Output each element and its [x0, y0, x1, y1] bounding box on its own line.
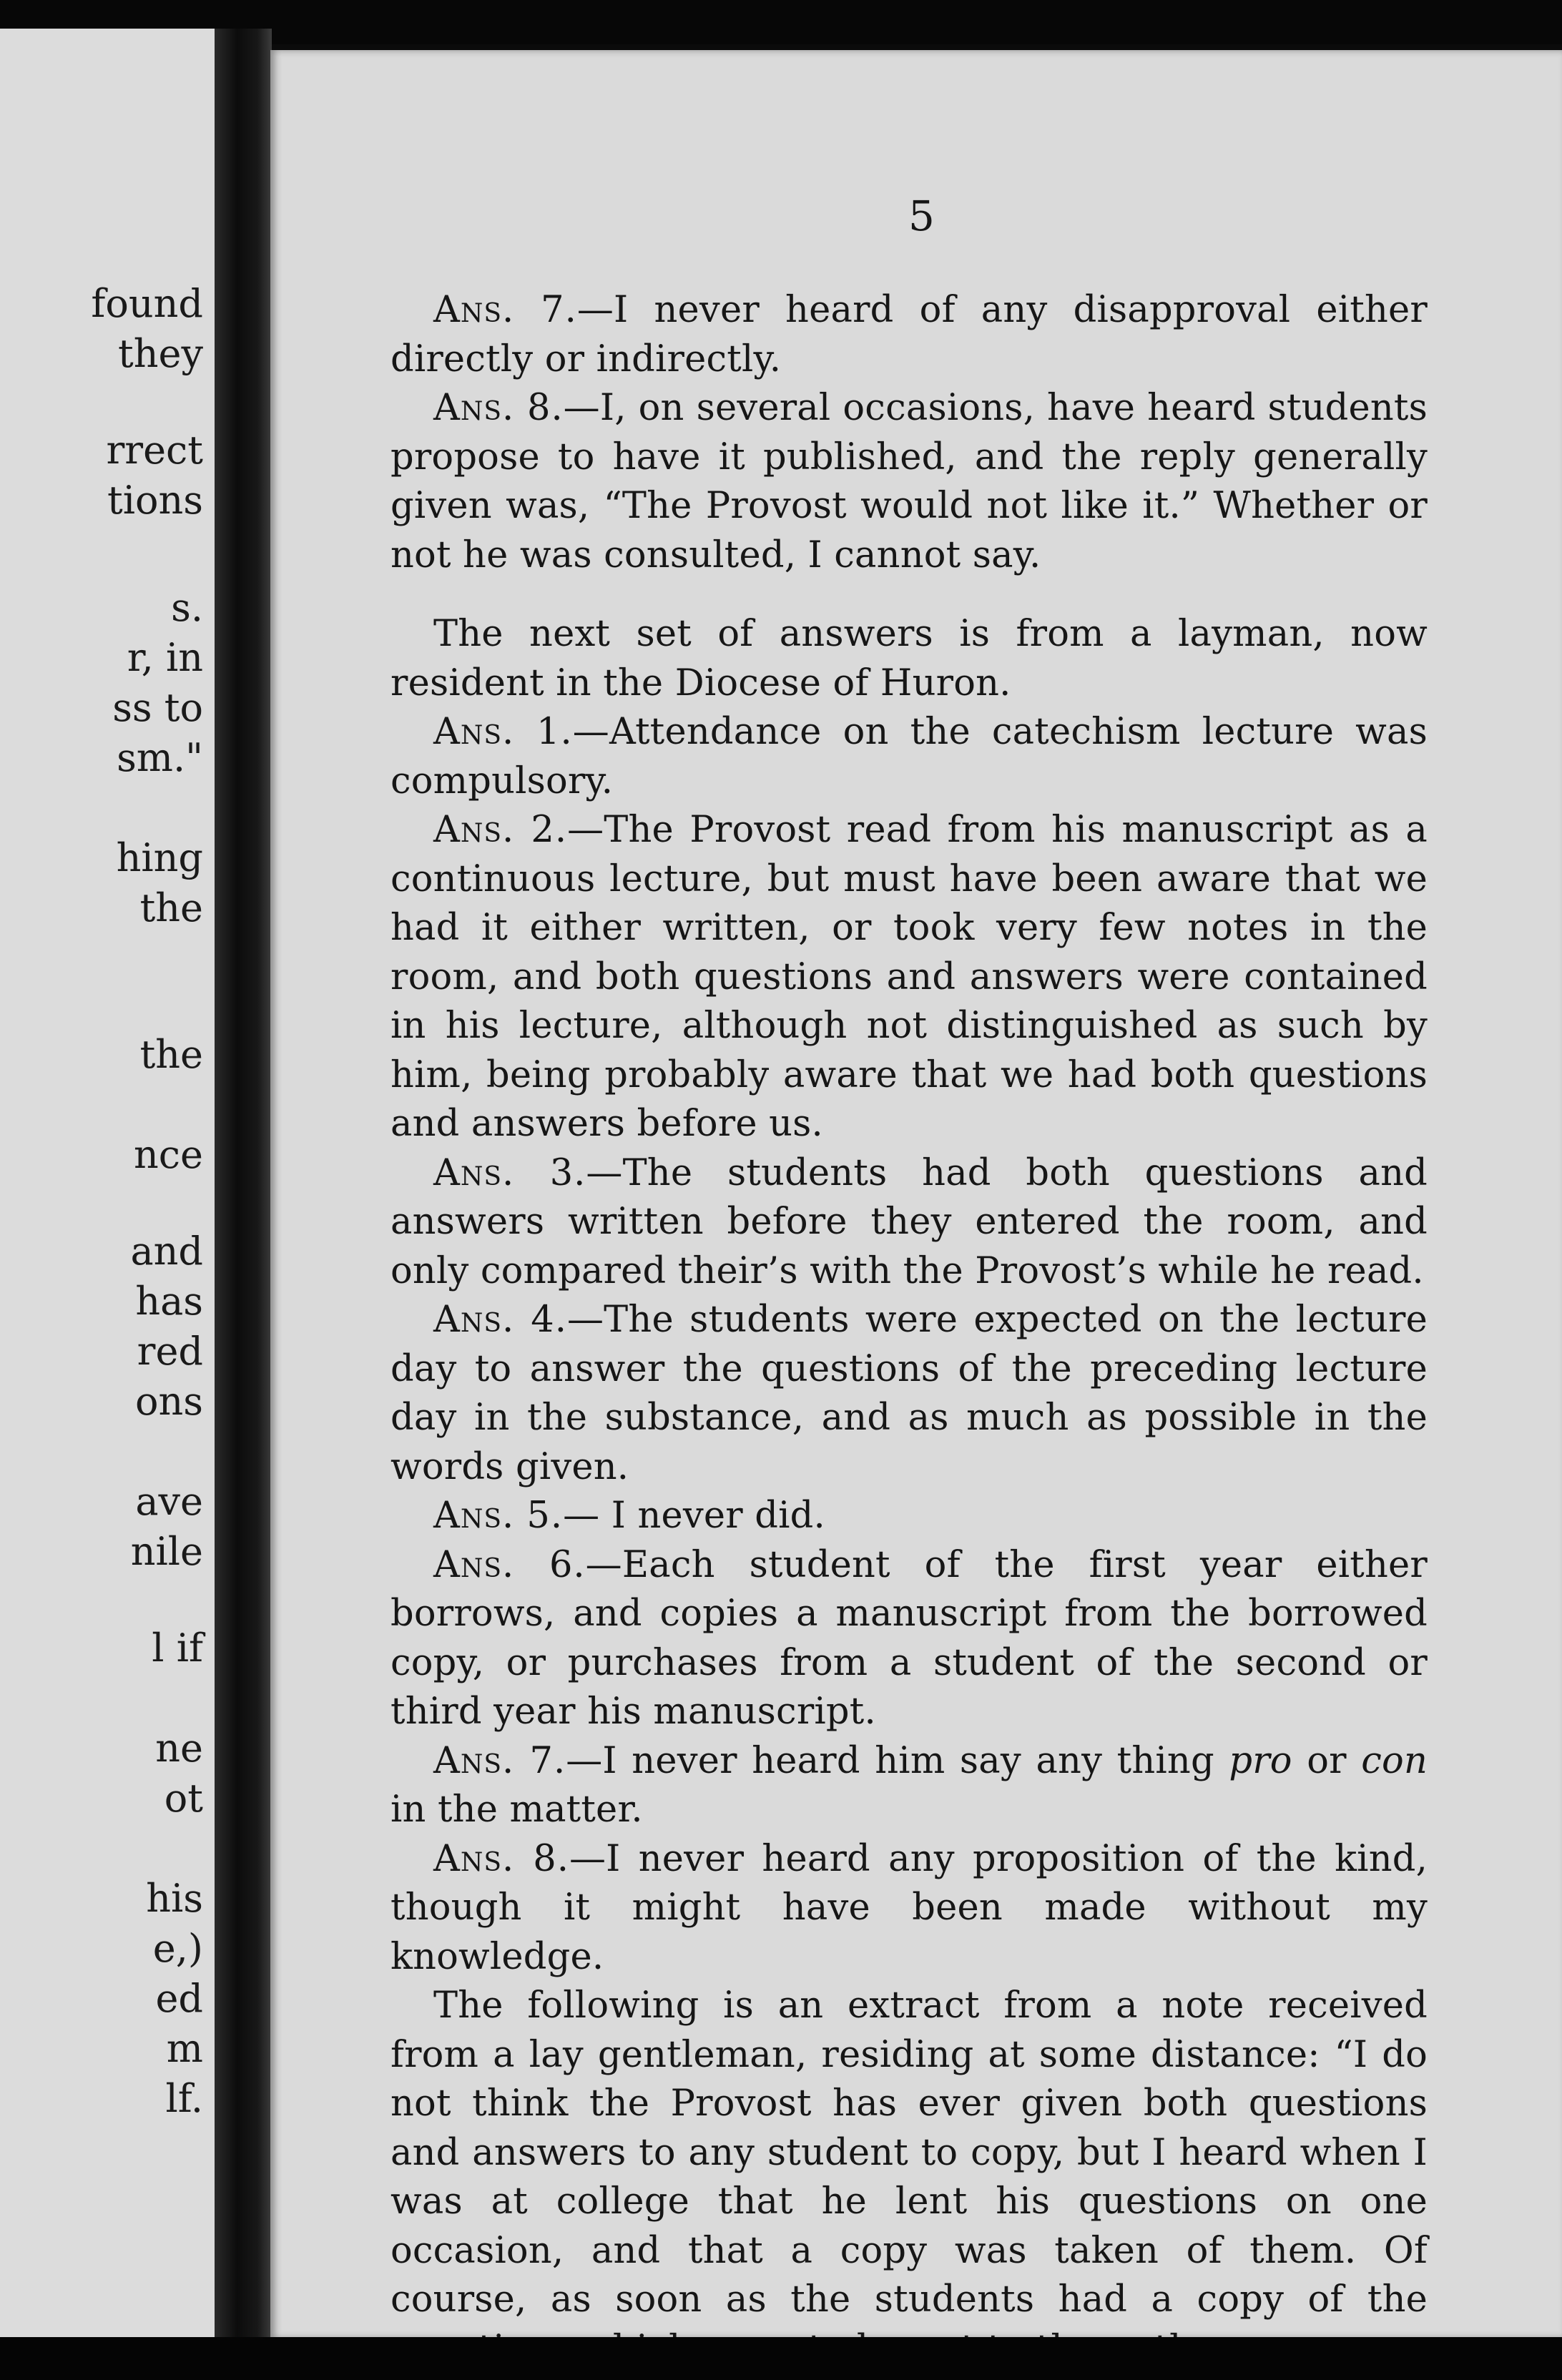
answer-text: —The students had both questions and answers written before they entered the room, and only compared their’s with the Provost’s while he read. [390, 1151, 1428, 1292]
answer-text: in the matter. [390, 1789, 643, 1831]
answer-paragraph [390, 384, 1428, 580]
answer-text: —Attendance on the catechism lecture was compulsory. [390, 711, 1428, 802]
answer-paragraph [390, 1492, 1428, 1541]
answer-label: Ans. 4. [433, 1299, 567, 1341]
answer-text: or [1292, 1739, 1362, 1782]
answer-label: Ans. 8. [433, 387, 564, 429]
extract-paragraph [390, 1982, 1428, 2374]
answer-paragraph [390, 1737, 1428, 1835]
answer-text: —The Provost read from his manuscript as a continuous lecture, but must have been aware that we had it either written, or took very few notes in the room, and both questions and answers were contained in his lecture, although not distinguished as such by him, being probably aware that we had both questions and answers before us. [390, 809, 1428, 1145]
left-fragment: s. [171, 585, 203, 630]
answer-text: —I never heard of any disapproval either directly or indirectly. [390, 289, 1428, 380]
left-fragment: and [130, 1229, 203, 1274]
main-page [270, 50, 1562, 2339]
answer-text: —I, on several occasions, have heard students propose to have it published, and the reply generally given was, “The Provost would not like it.” Whether or not he was consulted, I cannot say. [390, 387, 1428, 576]
left-fragment: ed [155, 1976, 203, 2021]
left-fragment: found [91, 281, 203, 326]
answer-paragraph [390, 1541, 1428, 1737]
left-fragment: r, in [127, 635, 203, 680]
left-fragment: nce [134, 1132, 203, 1177]
left-fragment: e,) [152, 1926, 203, 1971]
answer-text: —The students were expected on the lecture day to answer the questions of the preceding lecture day in the substance, and as much as possible in the words given. [390, 1299, 1428, 1488]
left-fragment: m [166, 2026, 203, 2071]
book-binding-gutter [215, 29, 272, 2346]
left-fragment: ot [164, 1776, 203, 1821]
left-fragment: sm." [117, 735, 203, 780]
body-text [390, 286, 1428, 2374]
answer-label: Ans. 2. [433, 809, 568, 851]
left-fragment: has [135, 1279, 203, 1324]
page-number: 5 [908, 192, 935, 240]
answer-label: Ans. 8. [433, 1837, 569, 1880]
answer-paragraph [390, 286, 1428, 384]
left-fragment: they [118, 331, 203, 376]
left-fragment: tions [107, 478, 203, 523]
answer-label: Ans. 7. [433, 1739, 566, 1782]
intro-paragraph [390, 610, 1428, 708]
scan-bottom-border [0, 2337, 1562, 2380]
answer-text: —I never heard him say any thing [566, 1739, 1229, 1782]
answer-paragraph [390, 1835, 1428, 1982]
answer-paragraph [390, 708, 1428, 806]
extract-text: The following is an extract from a note received from a lay gentleman, residing at some distance: “I do not think the Provost has ever given both questions and answers to any student to copy, but I heard when I was at college that he lent his questions on one occasion, and that a copy was taken of them. Of course, as soon as the students had a copy of the [390, 1985, 1428, 2321]
answer-label: Ans. 7. [433, 289, 577, 331]
left-facing-page [0, 29, 215, 2339]
italic-con: con [1361, 1739, 1428, 1782]
answer-label: Ans. 3. [433, 1151, 586, 1194]
left-fragment: the [139, 1032, 203, 1077]
intro-text: The next set of answers is from a layman, now resident in the Diocese of Huron. [390, 613, 1428, 704]
answer-label: Ans. 6. [433, 1543, 586, 1586]
answer-label: Ans. 1. [433, 711, 573, 753]
answer-text: — I never did. [563, 1495, 825, 1537]
answer-paragraph [390, 1296, 1428, 1492]
left-fragment: ss to [112, 685, 203, 730]
answer-text: —I never heard any proposition of the kind, though it might have been made without my knowledge. [390, 1837, 1428, 1978]
left-fragment: ne [155, 1726, 203, 1771]
left-page-text-fragments [0, 29, 215, 2339]
answer-paragraph [390, 1149, 1428, 1297]
italic-pro: pro [1229, 1739, 1292, 1782]
left-fragment: hing [116, 835, 203, 880]
left-fragment: nile [130, 1529, 203, 1574]
answer-label: Ans. 5. [433, 1495, 564, 1537]
left-fragment: lf. [165, 2076, 203, 2121]
answer-paragraph [390, 806, 1428, 1149]
left-fragment: ons [134, 1379, 203, 1424]
left-fragment: l if [152, 1626, 203, 1671]
left-fragment: rrect [106, 428, 203, 473]
left-fragment: red [137, 1329, 203, 1374]
left-fragment: his [146, 1876, 203, 1921]
answer-text: —Each student of the first year either borrows, and copies a manuscript from the borrowed copy, or purchases from a student of the second or third year his manuscript. [390, 1543, 1428, 1733]
left-fragment: the [139, 885, 203, 930]
left-fragment: ave [135, 1479, 203, 1524]
